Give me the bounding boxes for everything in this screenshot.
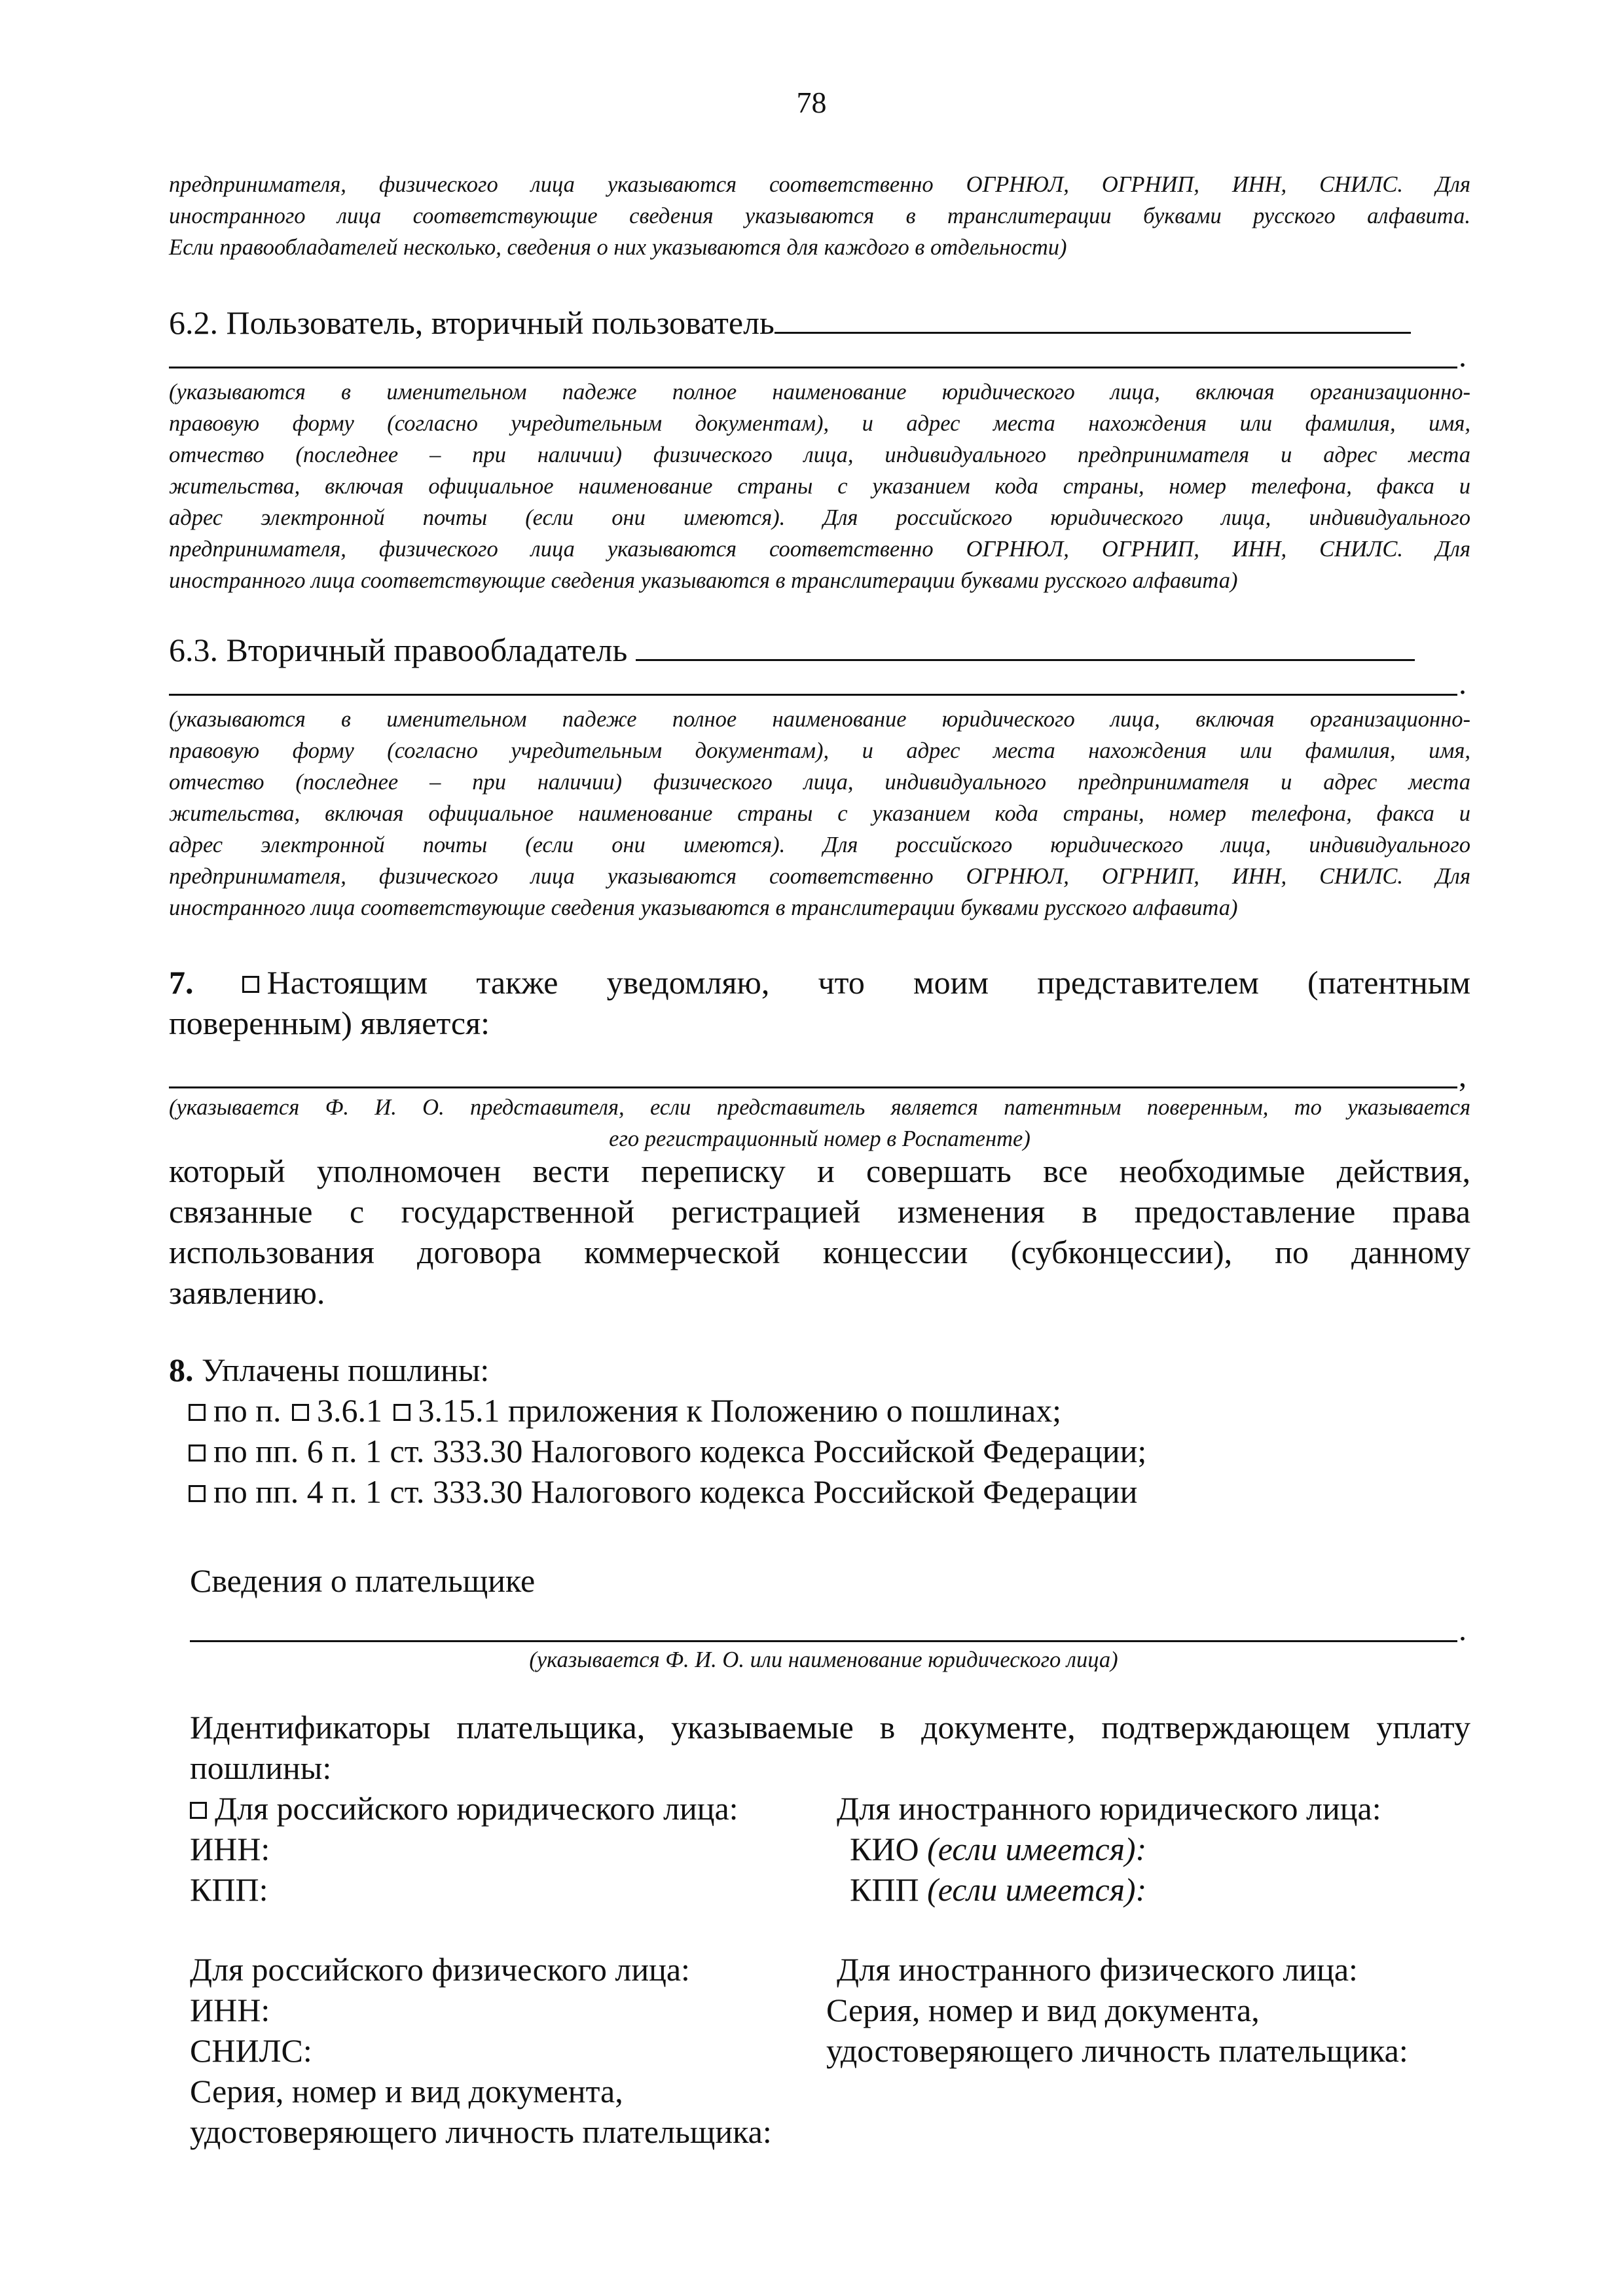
ru-legal-inn-label: ИНН: (190, 1831, 270, 1867)
note-line: жительства, включая официальное наименование страны с указанием кода страны, номер телефона, факса и (169, 474, 1470, 499)
note-line: (указываются в именительном падеже полное наименование юридического лица, включая организационно- (169, 380, 1470, 404)
secondary-holder-field[interactable] (636, 659, 1415, 661)
note-line: предпринимателя, физического лица указываются соответственно ОГРНЮЛ, ОГРНИП, ИНН, СНИЛС. Для (169, 864, 1470, 889)
section-8-title-row (169, 1350, 1470, 1390)
ru-person-title: Для российского физического лица: (190, 1951, 690, 1988)
fee-option-checkbox[interactable] (189, 1404, 206, 1421)
fee-option-label: по пп. 6 п. 1 ст. 333.30 Налогового кодекса Российской Федерации; (213, 1433, 1147, 1469)
note-line: отчество (последнее – при наличии) физического лица, индивидуального предпринимателя и адрес места (169, 442, 1470, 467)
foreign-person-doc-line: Серия, номер и вид документа, (826, 1992, 1260, 2028)
kio-label: КИО (850, 1831, 919, 1867)
ru-person-block (190, 1949, 772, 2152)
end-comma: , (1459, 1059, 1467, 1094)
section-7-text: Настоящим также уведомляю, что моим представителем (патентным (266, 964, 1471, 1001)
intro-note-line: Если правообладателей несколько, сведения о них указываются для каждого в отдельности) (169, 235, 1067, 260)
secondary-holder-address-field[interactable] (169, 694, 1457, 696)
fee-option-3-6-1-checkbox[interactable] (292, 1404, 309, 1421)
note-line: отчество (последнее – при наличии) физического лица, индивидуального предпринимателя и адрес места (169, 770, 1470, 795)
payer-ids (190, 1707, 1470, 1788)
ru-legal-kpp-label: КПП: (190, 1871, 268, 1908)
representative-checkbox[interactable] (242, 976, 259, 993)
note-line: адрес электронной почты (если они имеются). Для российского юридического лица, индивидуального (169, 505, 1470, 530)
section-6-2-heading (169, 302, 1470, 343)
section-7-line2: поверенным) является: (169, 1005, 490, 1041)
foreign-legal-title: Для иностранного юридического лица: (837, 1790, 1381, 1827)
intro-note-line: иностранного лица соответствующие сведения указываются в транслитерации буквами русского алфавита. (169, 204, 1470, 228)
payer-title: Сведения о плательщике (190, 1562, 536, 1599)
foreign-person-title: Для иностранного физического лица: (837, 1951, 1358, 1988)
body-line: использования договора коммерческой концессии (субконцессии), по данному (169, 1234, 1470, 1270)
end-dot: . (1459, 666, 1467, 701)
section-6-2-note (169, 376, 1470, 596)
ru-legal-checkbox[interactable] (190, 1802, 207, 1819)
ru-legal-title: Для российского юридического лица: (215, 1790, 739, 1827)
foreign-legal-block (837, 1788, 1381, 1910)
representative-field[interactable] (169, 1086, 1457, 1088)
payer-ids-line: пошлины: (190, 1749, 332, 1786)
foreign-person-doc-line: удостоверяющего личность плательщика: (826, 2032, 1408, 2069)
section-8-number: 8. (169, 1352, 194, 1388)
section-6-3-heading (169, 630, 1470, 670)
note-line: (указывается Ф. И. О. представителя, если представитель является патентным поверенным, то указывается (169, 1095, 1470, 1120)
foreign-legal-kio-row (837, 1829, 1381, 1869)
fee-option-row (169, 1471, 1470, 1512)
note-line: правовую форму (согласно учредительным документам), и адрес места нахождения или фамилия, имя, (169, 738, 1470, 763)
ru-person-doc-line: Серия, номер и вид документа, (190, 2073, 623, 2109)
kpp-label: КПП (850, 1871, 919, 1908)
fee-option-label: по п. (213, 1392, 282, 1429)
page-number: 78 (796, 86, 827, 119)
foreign-legal-kpp-row (837, 1869, 1381, 1910)
fee-option-row (169, 1390, 1470, 1431)
section-8-title: Уплачены пошлины: (202, 1352, 490, 1388)
fee-option-pp4-checkbox[interactable] (189, 1485, 206, 1502)
ru-person-inn-label: ИНН: (190, 1992, 270, 2028)
body-line: заявлению. (169, 1274, 325, 1311)
ru-legal-block (190, 1788, 739, 1910)
section-7-line1 (169, 962, 1470, 1003)
colon: : (1135, 1831, 1147, 1867)
body-line: который уполномочен вести переписку и совершать все необходимые действия, (169, 1153, 1470, 1189)
user-name-field[interactable] (775, 332, 1411, 334)
ru-person-snils-label: СНИЛС: (190, 2032, 312, 2069)
fee-option-pp6-checkbox[interactable] (189, 1444, 206, 1462)
note-line: правовую форму (согласно учредительным документам), и адрес места нахождения или фамилия, имя, (169, 411, 1470, 436)
kio-note: (если имеется) (927, 1831, 1136, 1867)
note-line: предпринимателя, физического лица указываются соответственно ОГРНЮЛ, ОГРНИП, ИНН, СНИЛС. Для (169, 537, 1470, 562)
section-8 (169, 1350, 1470, 1512)
fee-option-3-15-1-checkbox[interactable] (393, 1404, 410, 1421)
note-line: его регистрационный номер в Роспатенте) (609, 1126, 1030, 1151)
payer-note: (указывается Ф. И. О. или наименование юридического лица) (529, 1647, 1118, 1672)
user-address-field[interactable] (169, 367, 1457, 368)
fee-option-row (169, 1431, 1470, 1471)
section-6-2-label: 6.2. Пользователь, вторичный пользователь (169, 304, 775, 341)
section-6-3-label: 6.3. Вторичный правообладатель (169, 632, 628, 668)
note-line: жительства, включая официальное наименование страны с указанием кода страны, номер телефона, факса и (169, 801, 1470, 826)
note-line: иностранного лица соответствующие сведения указываются в транслитерации буквами русского алфавита) (169, 568, 1238, 593)
note-line: адрес электронной почты (если они имеются). Для российского юридического лица, индивидуального (169, 833, 1470, 857)
intro-note-line: предпринимателя, физического лица указываются соответственно ОГРНЮЛ, ОГРНИП, ИНН, СНИЛС. Для (169, 172, 1470, 197)
body-line: связанные с государственной регистрацией изменения в предоставление права (169, 1193, 1470, 1230)
payer-ids-line: Идентификаторы плательщика, указываемые в документе, подтверждающем уплату (190, 1709, 1470, 1746)
section-6-3-note (169, 704, 1470, 924)
note-line: иностранного лица соответствующие сведения указываются в транслитерации буквами русского алфавита) (169, 895, 1238, 920)
payer-name-field[interactable] (190, 1640, 1457, 1642)
ru-person-doc-line: удостоверяющего личность плательщика: (190, 2113, 772, 2150)
ru-legal-title-row (190, 1788, 739, 1829)
section-7 (169, 962, 1470, 1043)
fee-option-label: по пп. 4 п. 1 ст. 333.30 Налогового кодекса Российской Федерации (213, 1473, 1138, 1510)
end-dot: . (1459, 1613, 1467, 1647)
intro-note (169, 169, 1470, 263)
colon: : (1135, 1871, 1147, 1908)
section-7-note (169, 1092, 1470, 1155)
note-line: (указываются в именительном падеже полное наименование юридического лица, включая организационно- (169, 707, 1470, 732)
fee-option-label: 3.6.1 (317, 1392, 383, 1429)
section-7-body (169, 1151, 1470, 1313)
section-7-number: 7. (169, 964, 194, 1001)
end-dot: . (1459, 339, 1467, 374)
kpp-note: (если имеется) (927, 1871, 1136, 1908)
fee-option-label: 3.15.1 приложения к Положению о пошлинах; (418, 1392, 1062, 1429)
foreign-person-block (826, 1949, 1408, 2071)
